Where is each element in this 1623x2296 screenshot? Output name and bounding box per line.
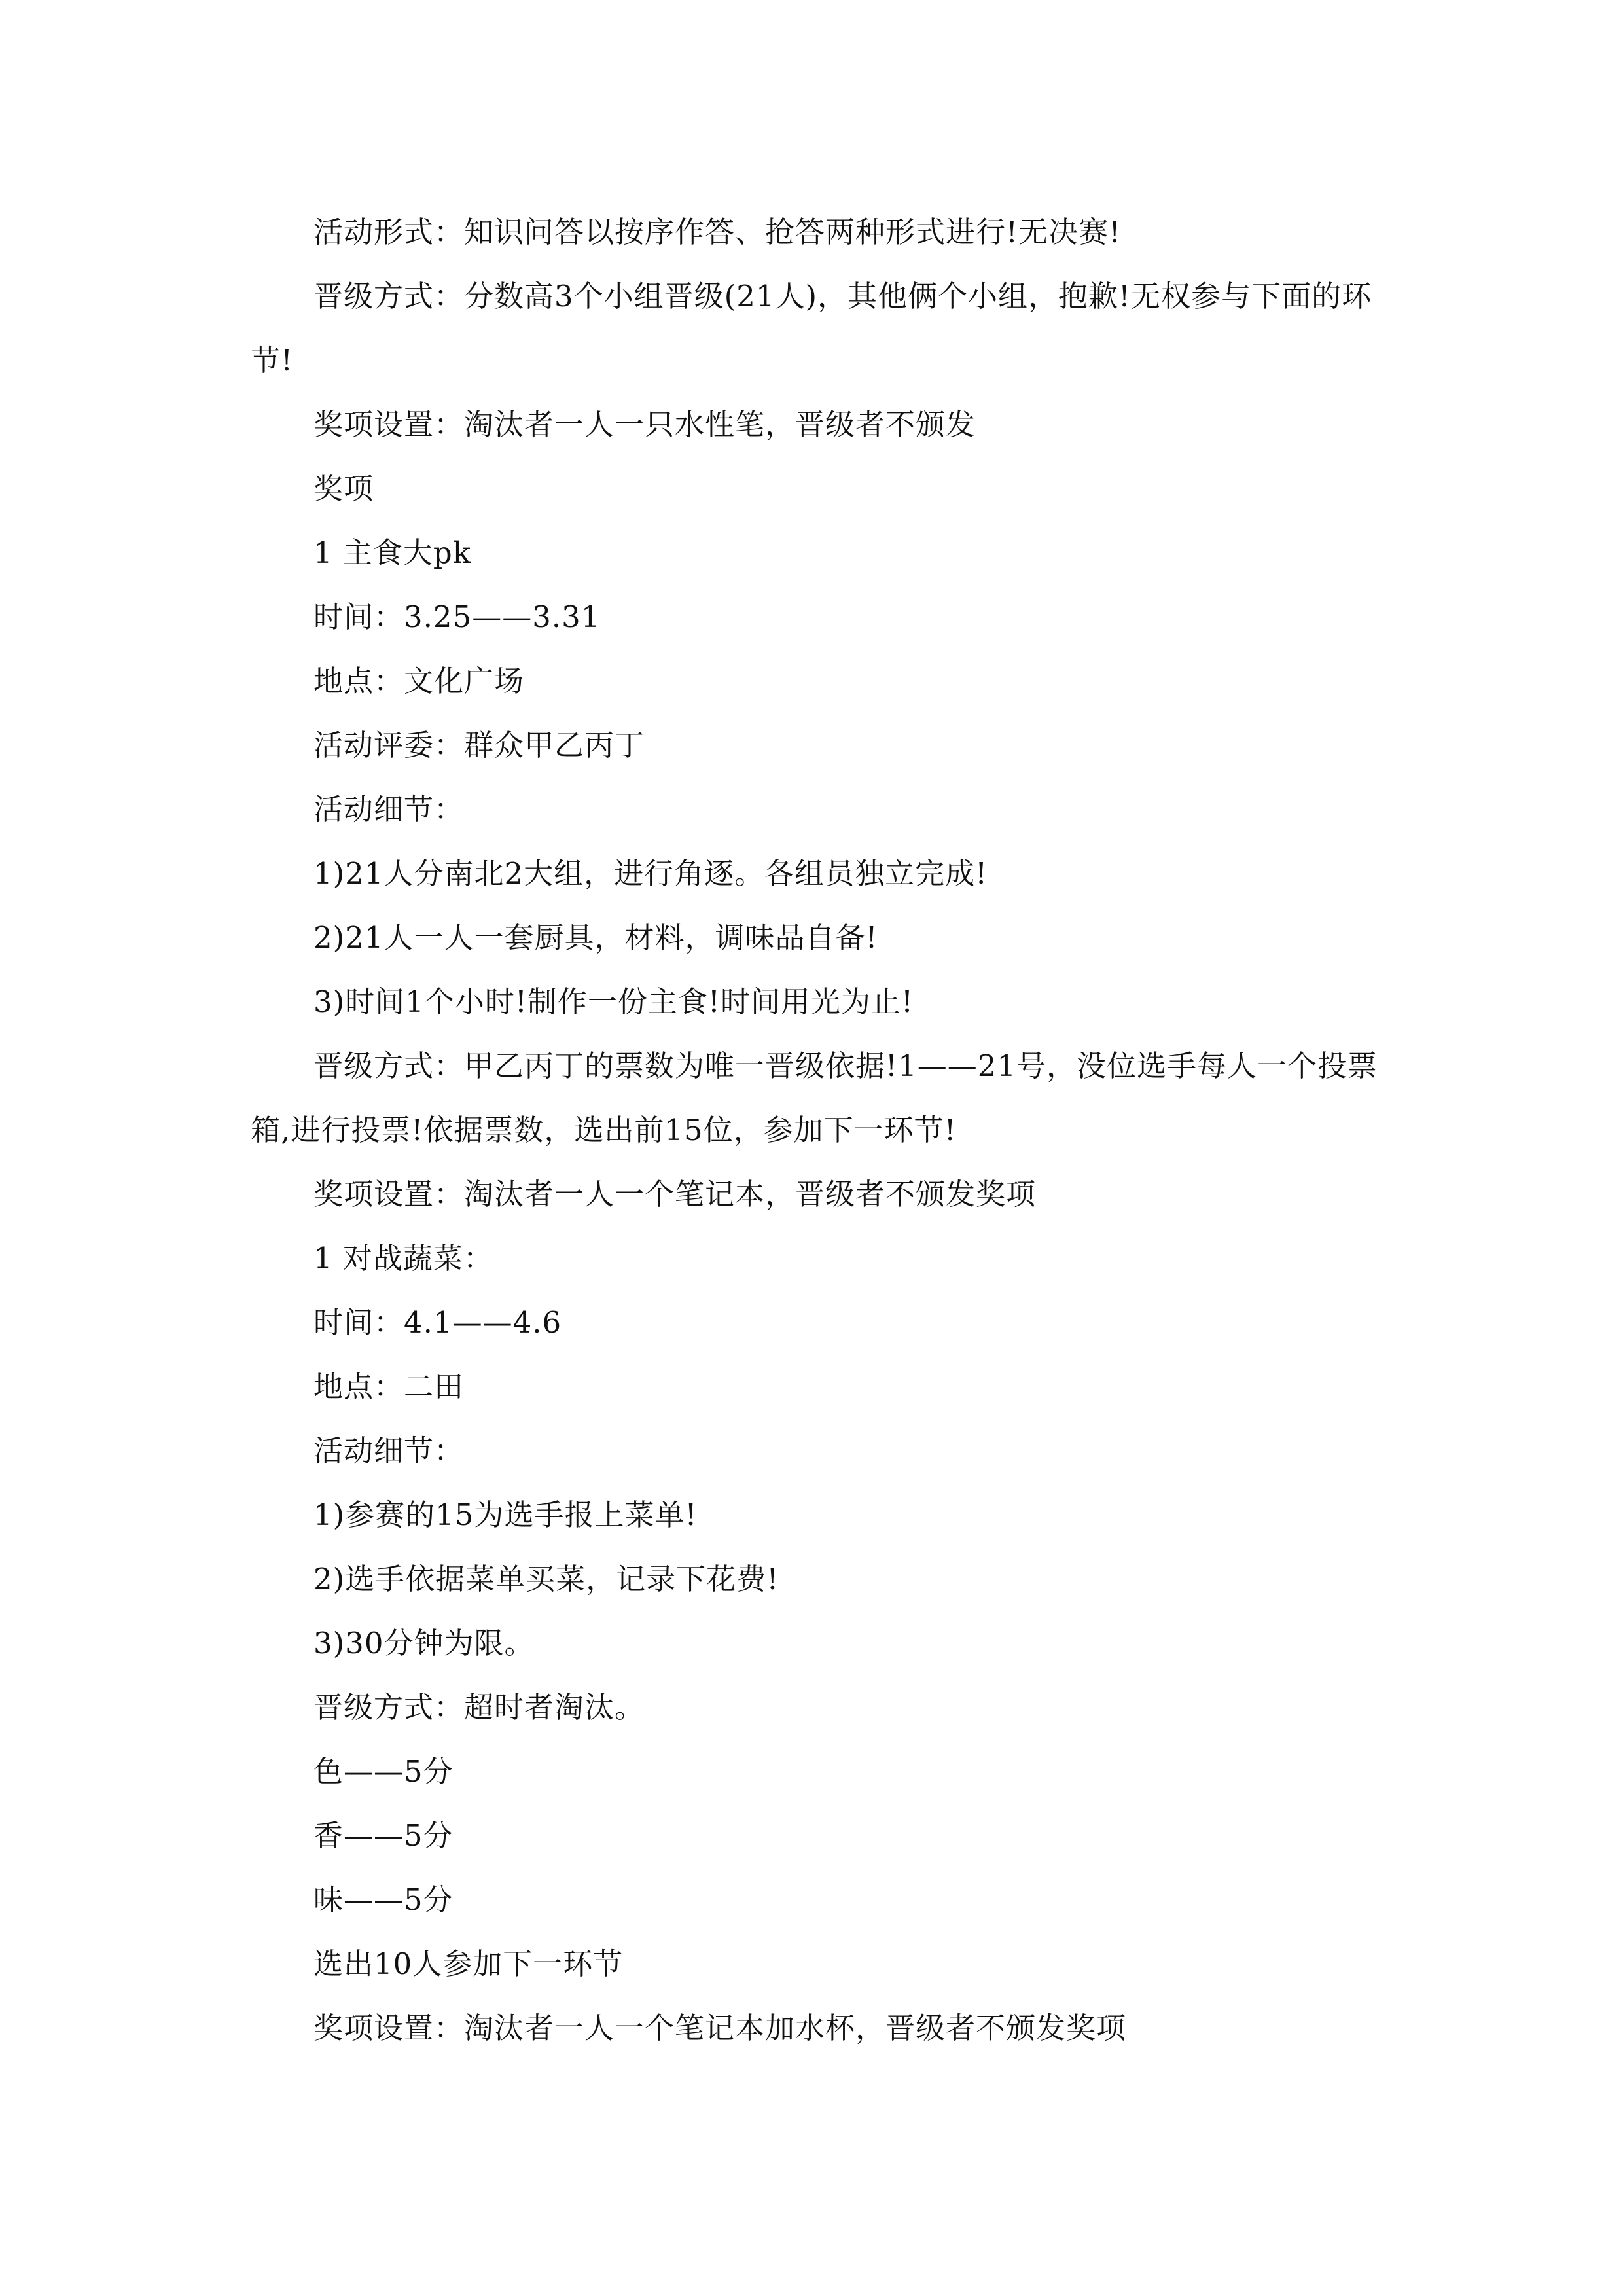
paragraph-details-heading: 活动细节： (313, 792, 465, 827)
list-item: 2)选手依据菜单买菜，记录下花费! (313, 1562, 779, 1596)
paragraph-judges: 活动评委：群众甲乙丙丁 (313, 728, 645, 762)
paragraph-promotion-method: 晋级方式：分数高3个小组晋级(21人)，其他俩个小组，抱歉!无权参与下面的环节! (251, 279, 1372, 378)
paragraph-activity-format: 活动形式：知识问答以按序作答、抢答两种形式进行!无决赛! (313, 215, 1122, 249)
section-heading-vegetable-battle: 1 对战蔬菜： (313, 1241, 493, 1276)
paragraph-award-settings: 奖项设置：淘汰者一人一个笔记本加水杯，晋级者不颁发奖项 (313, 2011, 1127, 2045)
paragraph-time: 时间：4.1——4.6 (313, 1305, 562, 1340)
list-item: 3)30分钟为限。 (313, 1626, 535, 1660)
score-item: 香——5分 (313, 1818, 454, 1853)
paragraph-award-settings: 奖项设置：淘汰者一人一个笔记本，晋级者不颁发奖项 (313, 1177, 1037, 1211)
score-item: 味——5分 (313, 1882, 454, 1917)
paragraph-details-heading: 活动细节： (313, 1433, 465, 1468)
paragraph-promotion-method: 晋级方式：超时者淘汰。 (313, 1690, 645, 1725)
paragraph-promotion-method: 晋级方式：甲乙丙丁的票数为唯一晋级依据!1——21号，没位选手每人一个投票箱,进行投票!依据票数，选出前15位，参加下一环节! (251, 1049, 1378, 1147)
paragraph-award-settings: 奖项设置：淘汰者一人一只水性笔，晋级者不颁发 (313, 407, 976, 442)
paragraph-location: 地点：文化广场 (313, 664, 525, 698)
paragraph-time: 时间：3.25——3.31 (313, 600, 601, 634)
list-item: 1)参赛的15为选手报上菜单! (313, 1498, 698, 1532)
score-item: 色——5分 (313, 1754, 454, 1789)
list-item: 3)时间1个小时!制作一份主食!时间用光为止! (313, 984, 914, 1019)
section-heading-staple-pk: 1 主食大pk (313, 535, 472, 570)
document-body (251, 200, 1389, 2060)
paragraph-location: 地点：二田 (313, 1369, 465, 1404)
paragraph-award-continued: 奖项 (313, 471, 374, 506)
paragraph-selection: 选出10人参加下一环节 (313, 1946, 624, 1981)
list-item: 2)21人一人一套厨具，材料，调味品自备! (313, 920, 878, 955)
list-item: 1)21人分南北2大组，进行角逐。各组员独立完成! (313, 856, 988, 891)
